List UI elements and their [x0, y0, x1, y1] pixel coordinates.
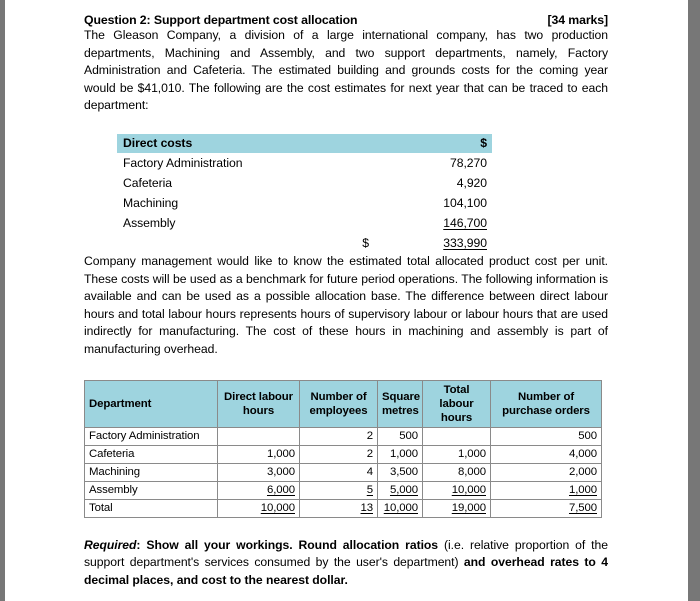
- direct-costs-header-currency: $: [355, 134, 492, 153]
- column-header-department: Department: [85, 380, 218, 427]
- direct-costs-row-label: Machining: [123, 195, 179, 210]
- column-header-purchase-orders: Number of purchase orders: [491, 380, 602, 427]
- cell-direct-labour-hours: [218, 427, 300, 445]
- column-header-number-of-employees: Number of employees: [300, 380, 378, 427]
- table-row: [85, 427, 602, 445]
- question-heading: [84, 0, 608, 27]
- cell-direct-labour-hours: 1,000: [218, 445, 300, 463]
- cell-total-labour-hours: [423, 427, 491, 445]
- cell-total-labour-hours: 10,000: [423, 481, 491, 499]
- cell-square-metres: 3,500: [378, 463, 423, 481]
- required-label: Required: [84, 537, 137, 552]
- department-table-total-row: [85, 499, 602, 517]
- cell-number-of-employees: 2: [300, 427, 378, 445]
- table-row: [117, 213, 492, 233]
- direct-costs-row-currency: [355, 153, 369, 173]
- cell-purchase-orders: 1,000: [491, 481, 602, 499]
- table-row: [117, 173, 492, 193]
- cell-number-of-employees: 5: [300, 481, 378, 499]
- cell-total-labour-hours: 1,000: [423, 445, 491, 463]
- direct-costs-table: [117, 134, 492, 253]
- document-page: [84, 0, 608, 601]
- table-row: [85, 445, 602, 463]
- cell-total-labour-hours: 8,000: [423, 463, 491, 481]
- direct-costs-total-currency: $: [362, 235, 369, 250]
- department-table: [84, 380, 602, 518]
- page-title: Question 2: Support department cost allocation: [84, 13, 358, 27]
- direct-costs-table-wrapper: [117, 134, 492, 253]
- column-header-direct-labour-hours: Direct labour hours: [218, 380, 300, 427]
- direct-costs-total-row: [117, 233, 492, 253]
- scan-edge-right: [688, 0, 700, 601]
- cell-square-metres: 5,000: [378, 481, 423, 499]
- department-table-header-row: [85, 380, 602, 427]
- cell-department: Cafeteria: [85, 445, 218, 463]
- middle-paragraph: Company management would like to know the estimated total allocated product cost per unit. These costs will be used as a benchmark for future period operations. The following information is available and can be used as a possible allocation base. The difference between direct labour hours and total labour hours represents hours of supervisory labour or labour hours that are used indirectly for manufacturing. The cost of these hours in machining and assembly is part of manufacturing overhead.: [84, 253, 608, 356]
- column-header-square-metres: Square metres: [378, 380, 423, 427]
- department-table-wrapper: [84, 380, 601, 518]
- cell-number-of-employees: 13: [300, 499, 378, 517]
- cell-purchase-orders: 2,000: [491, 463, 602, 481]
- column-header-total-labour-hours: Total labour hours: [423, 380, 491, 427]
- direct-costs-row-amount: 4,920: [456, 175, 487, 190]
- scan-edge-left: [0, 0, 5, 601]
- cell-department: Assembly: [85, 481, 218, 499]
- direct-costs-header-label: Direct costs: [117, 134, 355, 153]
- cell-number-of-employees: 2: [300, 445, 378, 463]
- cell-direct-labour-hours: 6,000: [218, 481, 300, 499]
- cell-department: Factory Administration: [85, 427, 218, 445]
- direct-costs-row-amount: 146,700: [443, 215, 487, 230]
- direct-costs-row-label: Cafeteria: [123, 175, 173, 190]
- direct-costs-total-amount: 333,990: [443, 235, 487, 250]
- marks-badge: [34 marks]: [547, 13, 608, 27]
- table-row: [117, 153, 492, 173]
- direct-costs-total-label: [117, 233, 355, 253]
- table-row: [85, 463, 602, 481]
- cell-purchase-orders: 7,500: [491, 499, 602, 517]
- cell-square-metres: 1,000: [378, 445, 423, 463]
- direct-costs-row-label: Assembly: [123, 215, 176, 230]
- required-plain: (i.e. relative proportion of the support department's services consumed by the user's department): [84, 537, 608, 570]
- cell-square-metres: 500: [378, 427, 423, 445]
- direct-costs-row-currency: [355, 173, 369, 193]
- direct-costs-row-currency: [355, 193, 369, 213]
- cell-purchase-orders: 4,000: [491, 445, 602, 463]
- cell-square-metres: 10,000: [378, 499, 423, 517]
- direct-costs-row-amount: 104,100: [443, 195, 487, 210]
- direct-costs-header-row: [117, 134, 492, 153]
- direct-costs-row-currency: [355, 213, 369, 233]
- direct-costs-row-label: Factory Administration: [123, 155, 243, 170]
- cell-direct-labour-hours: 10,000: [218, 499, 300, 517]
- intro-paragraph: The Gleason Company, a division of a large international company, has two production departments, Machining and Assembly, and two support departments, namely, Factory Administration and Cafeteria. The estimated building and grounds costs for the coming year would be $41,010. The following are the cost estimates for next year that can be traced to each department:: [84, 28, 608, 113]
- cell-department: Total: [85, 499, 218, 517]
- cell-number-of-employees: 4: [300, 463, 378, 481]
- cell-total-labour-hours: 19,000: [423, 499, 491, 517]
- required-bold-first: Show all your workings. Round allocation ratios: [146, 537, 444, 552]
- cell-department: Machining: [85, 463, 218, 481]
- cell-direct-labour-hours: 3,000: [218, 463, 300, 481]
- required-paragraph: [84, 537, 608, 590]
- required-bold-second: and overhead rates to 4 decimal places, and cost to the nearest dollar.: [84, 555, 608, 587]
- table-row: [85, 481, 602, 499]
- required-colon: :: [136, 537, 147, 552]
- table-row: [117, 193, 492, 213]
- cell-purchase-orders: 500: [491, 427, 602, 445]
- direct-costs-row-amount: 78,270: [450, 155, 487, 170]
